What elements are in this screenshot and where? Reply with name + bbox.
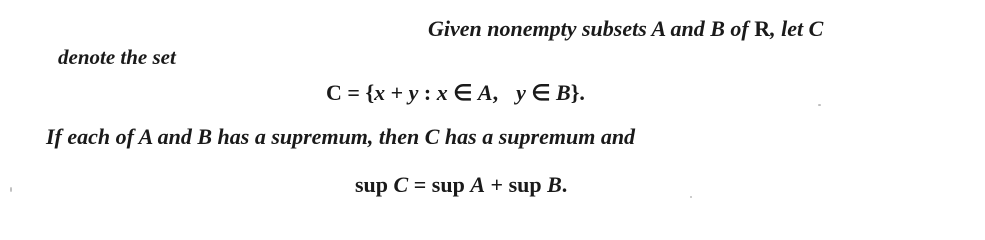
formula-b: B <box>556 80 571 105</box>
sup-b-label: sup <box>508 172 548 197</box>
sup-c-var: C <box>393 172 409 197</box>
formula-close-brace: }. <box>570 80 585 105</box>
formula-open-brace: { <box>365 80 375 105</box>
formula-a: A <box>477 80 493 105</box>
sup-period: . <box>561 172 568 197</box>
formula-x: x <box>374 80 386 105</box>
scan-speck <box>818 104 821 106</box>
set-definition-formula <box>326 80 585 106</box>
formula-equals: = <box>341 80 366 105</box>
statement-line-1 <box>428 16 823 42</box>
sup-b-var: B <box>547 172 562 197</box>
formula-element-of-2: ∈ <box>525 80 557 105</box>
supremum-formula <box>355 172 567 198</box>
formula-colon: : <box>418 80 437 105</box>
of-text: of <box>724 16 755 41</box>
sup-c-label: sup <box>355 172 394 197</box>
formula-y: y <box>408 80 419 105</box>
formula-y-member: y <box>516 80 526 105</box>
formula-element-of-1: ∈ <box>447 80 478 105</box>
sup-a-label: sup <box>431 172 471 197</box>
statement-line-4: If each of A and B has a supremum, then C has a supremum and <box>46 124 636 149</box>
formula-comma: , <box>492 80 499 105</box>
set-c: C <box>808 16 824 41</box>
formula-x-member: x <box>436 80 448 105</box>
and-text: and <box>664 16 711 41</box>
statement-line-2: denote the set <box>58 45 176 69</box>
sup-equals: = <box>408 172 432 197</box>
scan-speck <box>690 196 692 198</box>
formula-c: C <box>326 80 342 105</box>
set-b: B <box>710 16 725 41</box>
sup-plus: + <box>485 172 509 197</box>
formula-plus: + <box>385 80 409 105</box>
set-a: A <box>651 16 665 41</box>
sup-a-var: A <box>470 172 486 197</box>
let-text: , let <box>770 16 809 41</box>
reals-symbol: R <box>754 16 771 41</box>
scan-speck <box>10 187 12 192</box>
given-text: Given nonempty subsets <box>428 16 652 41</box>
